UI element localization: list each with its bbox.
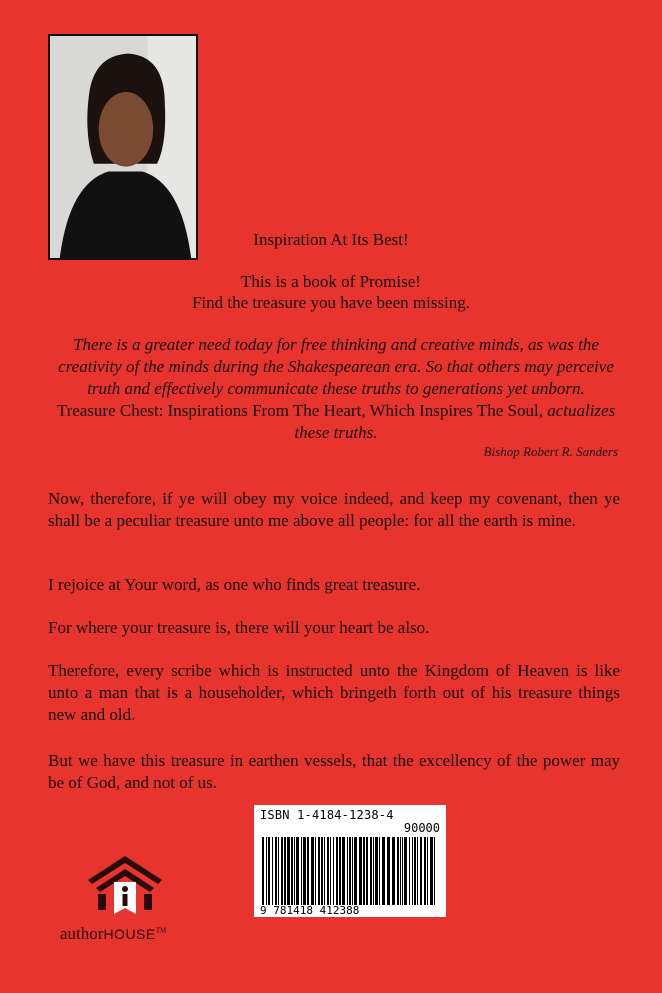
barcode-bar <box>318 837 320 905</box>
promise-block <box>40 271 622 313</box>
barcode-bar <box>291 837 293 905</box>
isbn-text: ISBN 1-4184-1238-4 <box>260 808 394 822</box>
author-photo <box>48 34 198 260</box>
barcode-bar <box>281 837 283 905</box>
barcode-bar <box>301 837 302 905</box>
barcode-bar <box>342 837 345 905</box>
barcode-bar <box>414 837 416 905</box>
barcode-bar <box>434 837 435 905</box>
authorhouse-house-icon <box>84 852 166 924</box>
quote-part-1: There is a greater need today for free thinking and creative minds, as was the creativity of the minds during the Shakespearean era. So that others may perceive truth and effectively communicate these truths to generations yet unborn. <box>58 335 614 398</box>
barcode-bar <box>402 837 403 905</box>
barcode-bar <box>315 837 316 905</box>
barcode-bar <box>339 837 341 905</box>
barcode-bar <box>417 837 418 905</box>
barcode-bar <box>424 837 426 905</box>
barcode-bar <box>387 837 390 905</box>
promise-line-1: This is a book of Promise! <box>241 272 421 291</box>
barcode-bar <box>420 837 422 905</box>
barcode-bar <box>427 837 428 905</box>
barcode-bar <box>349 837 351 905</box>
brand-lower: author <box>60 924 104 943</box>
barcode-bar <box>366 837 368 905</box>
barcode-bar <box>284 837 286 905</box>
barcode-bars <box>260 837 440 905</box>
endorsement-quote <box>56 334 616 444</box>
price-code: 90000 <box>403 821 440 835</box>
barcode-bar <box>294 837 295 905</box>
isbn-barcode <box>254 805 446 917</box>
scripture-paragraph: I rejoice at Your word, as one who finds great treasure. <box>48 575 421 594</box>
barcode-bar <box>375 837 378 905</box>
brand-upper: HOUSE <box>103 926 156 942</box>
barcode-bar <box>278 837 279 905</box>
scripture-paragraph: For where your treasure is, there will your heart be also. <box>48 618 430 637</box>
publisher-wordmark <box>60 924 166 944</box>
barcode-bar <box>409 837 410 905</box>
barcode-bar <box>354 837 357 905</box>
barcode-bar <box>363 837 365 905</box>
barcode-bar <box>347 837 348 905</box>
barcode-bar <box>382 837 385 905</box>
barcode-bar <box>379 837 380 905</box>
barcode-bar <box>275 837 277 905</box>
barcode-bar <box>324 837 325 905</box>
barcode-bar <box>307 837 309 905</box>
barcode-bar <box>359 837 362 905</box>
barcode-bar <box>397 837 399 905</box>
scripture-paragraph: But we have this treasure in earthen vessels, that the excellency of the power may be of God, and not of us. <box>48 751 620 792</box>
barcode-bar <box>352 837 353 905</box>
barcode-bar <box>400 837 401 905</box>
quote-book-title: Treasure Chest: Inspirations From The Heart, Which Inspires The Soul, <box>56 401 543 420</box>
barcode-bar <box>392 837 395 905</box>
barcode-bar <box>287 837 290 905</box>
barcode-bar <box>430 837 433 905</box>
scripture-paragraph: Therefore, every scribe which is instructed unto the Kingdom of Heaven is like unto a man that is a householder, which bringeth forth out of his treasure things new and old. <box>48 661 620 724</box>
barcode-bar <box>303 837 306 905</box>
barcode-bar <box>272 837 273 905</box>
headline: Inspiration At Its Best! <box>253 230 409 249</box>
barcode-bar <box>370 837 372 905</box>
barcode-bar <box>404 837 407 905</box>
barcode-bar <box>296 837 299 905</box>
publisher-logo <box>60 852 210 952</box>
barcode-bar <box>333 837 334 905</box>
barcode-bar <box>321 837 323 905</box>
barcode-bar <box>268 837 270 905</box>
barcode-bar <box>327 837 329 905</box>
barcode-bar <box>262 837 264 905</box>
barcode-bar <box>373 837 374 905</box>
trademark: TM <box>155 926 167 935</box>
promise-line-2: Find the treasure you have been missing. <box>191 293 471 312</box>
ean-number: 9 781418 412388 <box>260 904 360 917</box>
scripture-paragraph: Now, therefore, if ye will obey my voice indeed, and keep my covenant, then ye shall be a peculiar treasure unto me above all people: for all the earth is mine. <box>48 489 620 530</box>
barcode-bar <box>412 837 413 905</box>
quote-part-3: actualizes these truths. <box>294 401 616 442</box>
barcode-bar <box>311 837 314 905</box>
barcode-bar <box>330 837 331 905</box>
barcode-bar <box>336 837 338 905</box>
barcode-bar <box>266 837 267 905</box>
quote-attribution: Bishop Robert R. Sanders <box>483 444 618 459</box>
